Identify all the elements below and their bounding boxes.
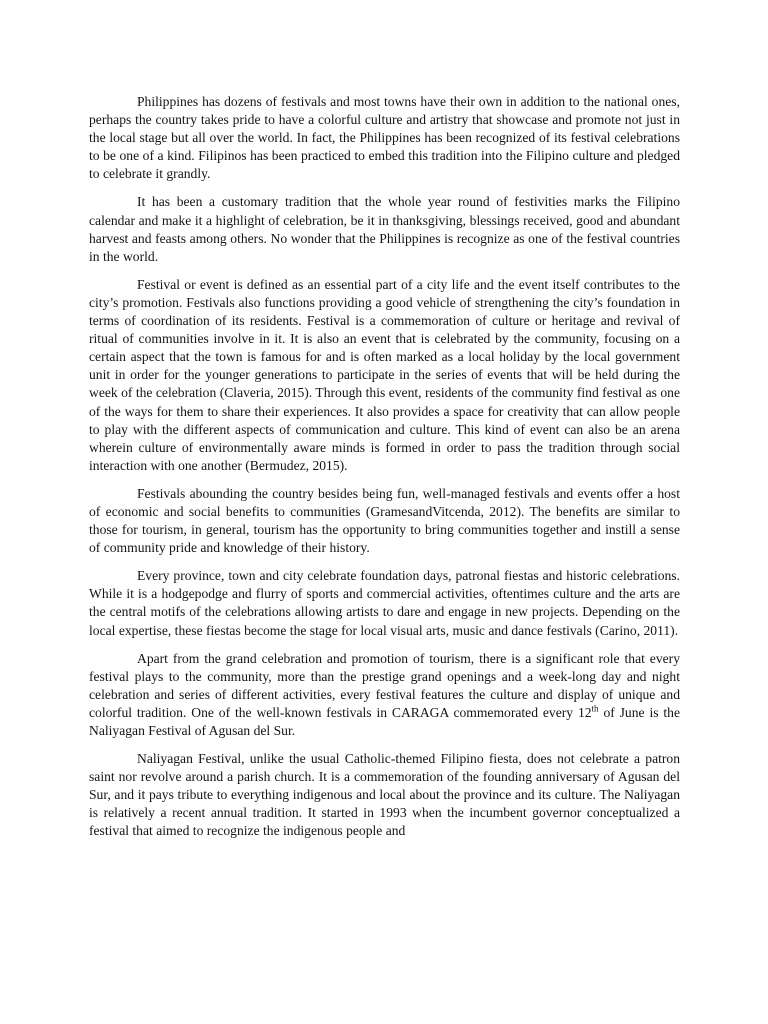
paragraph-3: Festival or event is defined as an essential part of a city life and the event itself contributes to the city’s promotion. Festivals also functions providing a good vehicle of strengthening the city’s foundation in terms of coordination of its residents. Festival is a commemoration of culture or heritage and revival of ritual of communities involve in it. It is also an event that is celebrated by the community, focusing on a certain aspect that the town is famous for and is often marked as a local holiday by the local government unit in order for the younger generations to participate in the series of events that will be held during the week of the celebration (Claveria, 2015). Through this event, residents of the community find festival as one of the ways for them to share their experiences. It also provides a space for creativity that can allow people to play with the different aspects of communication and culture. This kind of event can also be an arena wherein culture of environmentally aware minds is formed in order to pass the tradition through social interaction with one another (Bermudez, 2015). xyxy=(89,276,680,473)
paragraph-7: Naliyagan Festival, unlike the usual Catholic-themed Filipino fiesta, does not celebrate a patron saint nor revolve around a parish church. It is a commemoration of the founding anniversary of Agusan del Sur, and it pays tribute to everything indigenous and local about the province and its culture. The Naliyagan is relatively a recent annual tradition. It started in 1993 when the incumbent governor conceptualized a festival that aimed to recognize the indigenous people and xyxy=(89,751,680,839)
paragraph-5: Every province, town and city celebrate foundation days, patronal fiestas and historic celebrations. While it is a hodgepodge and flurry of sports and commercial activities, oftentimes culture and the arts are the central motifs of the celebrations allowing artists to dare and engage in new projects. Depending on the local expertise, these fiestas become the stage for local visual arts, music and dance festivals (Carino, 2011). xyxy=(89,568,680,638)
ordinal-superscript: th xyxy=(591,703,599,714)
paragraph-6-text-start: Apart from the grand celebration and promotion of tourism, there is a significant role that every festival plays to the community, more than the prestige grand openings and a week-long day and night celebration and series of different activities, every festival features the culture and display of unique and colorful tradition. One of the well-known festivals in CARAGA commemorated every 12 xyxy=(89,650,680,720)
paragraph-2: It has been a customary tradition that the whole year round of festivities marks the Filipino calendar and make it a highlight of celebration, be it in thanksgiving, blessings received, good and abundant harvest and feasts among others. No wonder that the Philippines is recognize as one of the festival countries in the world. xyxy=(89,194,680,264)
paragraph-6 xyxy=(89,650,680,740)
paragraph-1: Philippines has dozens of festivals and most towns have their own in addition to the national ones, perhaps the country takes pride to have a colorful culture and artistry that showcase and promote not just in the local stage but all over the world. In fact, the Philippines has been recognized of its festival celebrations to be one of a kind. Filipinos has been practiced to embed this tradition into the Filipino culture and pledged to celebrate it grandly. xyxy=(89,94,680,182)
paragraph-6-text-end: of June is the Naliyagan Festival of Agusan del Sur. xyxy=(89,704,680,738)
paragraph-4: Festivals abounding the country besides being fun, well-managed festivals and events offer a host of economic and social benefits to communities (GramesandVitcenda, 2012). The benefits are similar to those for tourism, in general, tourism has the opportunity to bring communities together and instill a sense of community pride and knowledge of their history. xyxy=(89,485,680,556)
